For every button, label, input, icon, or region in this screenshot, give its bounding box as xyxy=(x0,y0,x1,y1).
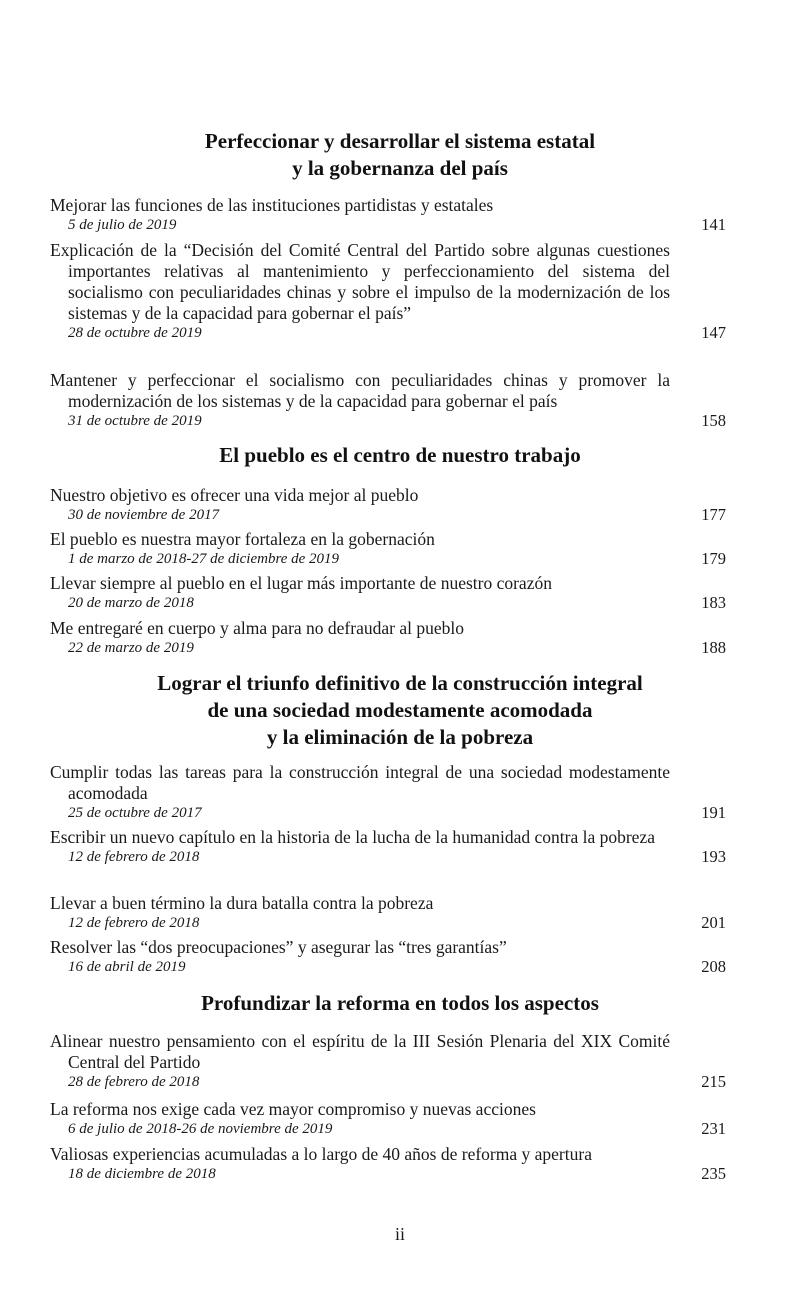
entry-title: El pueblo es nuestra mayor fortaleza en la gobernación xyxy=(50,529,435,549)
section-title-line: de una sociedad modestamente acomodada xyxy=(207,698,593,722)
toc-entry[interactable] xyxy=(50,762,726,823)
entry-page-number: 193 xyxy=(701,847,726,866)
entry-title: Llevar a buen término la dura batalla contra la pobreza xyxy=(50,893,434,913)
section-title-line: y la eliminación de la pobreza xyxy=(266,725,534,749)
section-title xyxy=(60,442,740,469)
entry-date: 18 de diciembre de 2018 xyxy=(68,1166,216,1182)
entry-date: 6 de julio de 2018-26 de noviembre de 2019 xyxy=(68,1121,333,1137)
entry-title: Cumplir todas las tareas para la construcción integral de una sociedad modestamente acomodada xyxy=(50,762,670,803)
entry-page-number: 141 xyxy=(701,215,726,234)
entry-date: 12 de febrero de 2018 xyxy=(68,915,200,931)
entry-date: 22 de marzo de 2019 xyxy=(68,640,194,656)
section-title-line: Perfeccionar y desarrollar el sistema estatal xyxy=(204,129,596,153)
entry-title: La reforma nos exige cada vez mayor compromiso y nuevas acciones xyxy=(50,1099,536,1119)
entry-page-number: 208 xyxy=(701,957,726,976)
entry-date: 31 de octubre de 2019 xyxy=(68,413,202,429)
entry-title: Alinear nuestro pensamiento con el espíritu de la III Sesión Plenaria del XIX Comité Central del Partido xyxy=(50,1031,670,1072)
entry-page-number: 177 xyxy=(701,505,726,524)
section-title-line: Profundizar la reforma en todos los aspectos xyxy=(201,991,599,1015)
section-title-line: El pueblo es el centro de nuestro trabajo xyxy=(219,443,581,467)
entry-page-number: 183 xyxy=(701,593,726,612)
entry-date: 30 de noviembre de 2017 xyxy=(68,507,220,523)
section-title xyxy=(60,670,740,751)
entry-title: Explicación de la “Decisión del Comité Central del Partido sobre algunas cuestiones importantes relativas al mantenimiento y perfeccionamiento del sistema del socialismo con peculiaridades chinas y sobre el impulso de la modernización de los sistemas y de la capacidad para gobernar el país” xyxy=(50,240,670,323)
entry-page-number: 235 xyxy=(701,1164,726,1183)
entry-title: Escribir un nuevo capítulo en la historia de la lucha de la humanidad contra la pobreza xyxy=(50,827,655,847)
toc-entry[interactable] xyxy=(50,1099,726,1139)
page-folio: ii xyxy=(394,1224,405,1244)
entry-date: 1 de marzo de 2018-27 de diciembre de 2019 xyxy=(68,551,340,567)
toc-entry[interactable] xyxy=(50,370,726,431)
entry-page-number: 191 xyxy=(701,803,726,822)
toc-entry[interactable] xyxy=(50,618,726,658)
entry-title: Valiosas experiencias acumuladas a lo largo de 40 años de reforma y apertura xyxy=(50,1144,592,1164)
entry-date: 20 de marzo de 2018 xyxy=(68,595,194,611)
toc-entry[interactable] xyxy=(50,240,726,343)
entry-date: 16 de abril de 2019 xyxy=(68,959,186,975)
entry-page-number: 215 xyxy=(701,1072,726,1091)
entry-page-number: 201 xyxy=(701,913,726,932)
entry-title: Nuestro objetivo es ofrecer una vida mejor al pueblo xyxy=(50,485,419,505)
entry-page-number: 231 xyxy=(701,1119,726,1138)
entry-title: Me entregaré en cuerpo y alma para no defraudar al pueblo xyxy=(50,618,464,638)
toc-entry[interactable] xyxy=(50,1031,726,1092)
entry-page-number: 188 xyxy=(701,638,726,657)
entry-date: 12 de febrero de 2018 xyxy=(68,849,200,865)
toc-entry[interactable] xyxy=(50,827,726,867)
entry-title: Mejorar las funciones de las instituciones partidistas y estatales xyxy=(50,195,494,215)
section-title-line: y la gobernanza del país xyxy=(292,156,508,180)
toc-entry[interactable] xyxy=(50,529,726,569)
entry-title: Mantener y perfeccionar el socialismo con peculiaridades chinas y promover la modernización de los sistemas y de la capacidad para gobernar el país xyxy=(50,370,670,411)
entry-date: 25 de octubre de 2017 xyxy=(68,805,202,821)
entry-title: Resolver las “dos preocupaciones” y asegurar las “tres garantías” xyxy=(50,937,507,957)
toc-entry[interactable] xyxy=(50,195,726,235)
entry-page-number: 158 xyxy=(701,411,726,430)
entry-page-number: 179 xyxy=(701,549,726,568)
entry-page-number: 147 xyxy=(701,323,726,342)
section-title xyxy=(60,990,740,1017)
entry-date: 5 de julio de 2019 xyxy=(68,217,177,233)
section-title xyxy=(60,128,740,182)
toc-entry[interactable] xyxy=(50,485,726,525)
toc-entry[interactable] xyxy=(50,893,726,933)
toc-entry[interactable] xyxy=(50,937,726,977)
entry-date: 28 de febrero de 2018 xyxy=(68,1074,200,1090)
entry-title: Llevar siempre al pueblo en el lugar más importante de nuestro corazón xyxy=(50,573,552,593)
toc-entry[interactable] xyxy=(50,573,726,613)
entry-date: 28 de octubre de 2019 xyxy=(68,325,202,341)
section-title-line: Lograr el triunfo definitivo de la construcción integral xyxy=(157,671,643,695)
toc-entry[interactable] xyxy=(50,1144,726,1184)
